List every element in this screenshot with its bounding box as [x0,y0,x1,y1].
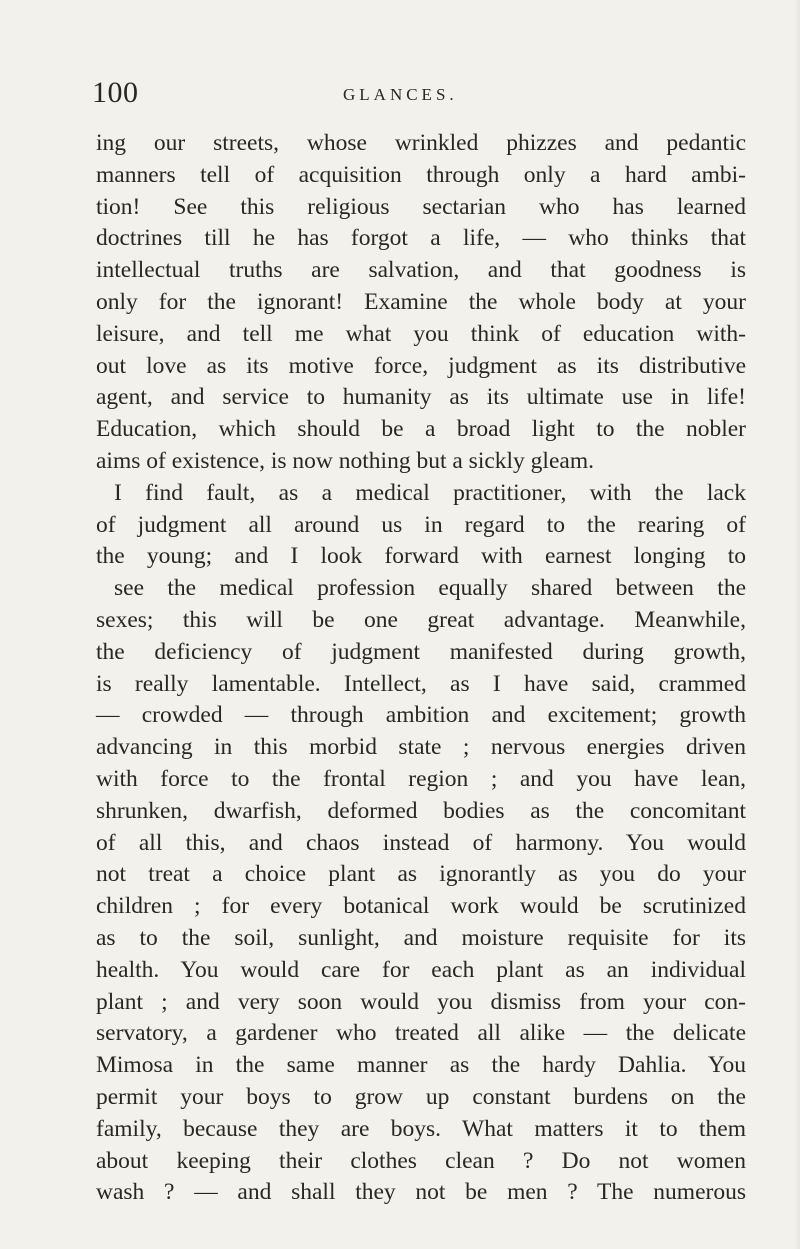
text-line: Mimosa in the same manner as the hardy Dahlia. You [96,1052,746,1079]
text-line: shrunken, dwarfish, deformed bodies as the concomitant [96,797,746,824]
text-line: family, because they are boys. What matters it to them [96,1115,746,1142]
text-line: is really lamentable. Intellect, as I have said, crammed [96,670,746,697]
text-line: — crowded — through ambition and excitement; growth [96,702,746,729]
text-line: advancing in this morbid state ; nervous energies driven [96,734,746,761]
text-line: see the medical profession equally shared between the [114,575,746,602]
text-line: of judgment all around us in regard to the rearing of [96,511,746,538]
text-line: about keeping their clothes clean ? Do not women [96,1147,746,1174]
text-line: aims of existence, is now nothing but a sickly gleam. [96,447,594,474]
text-line: out love as its motive force, judgment as its distributive [96,352,746,379]
text-line: I find fault, as a medical practitioner, with the lack [114,479,746,506]
text-line: of all this, and chaos instead of harmony. You would [96,829,746,856]
body-text [96,128,746,1209]
text-line: agent, and service to humanity as its ultimate use in life! [96,384,746,411]
text-line: manners tell of acquisition through only a hard ambi- [96,161,746,188]
text-line: servatory, a gardener who treated all alike — the delicate [96,1020,746,1047]
text-line: plant ; and very soon would you dismiss from your con- [96,988,746,1015]
text-line: ing our streets, whose wrinkled phizzes and pedantic [96,130,746,156]
text-line: intellectual truths are salvation, and that goodness is [96,257,746,284]
page-number: 100 [92,76,139,109]
page-header [92,76,652,116]
text-line: tion! See this religious sectarian who has learned [96,193,746,220]
text-line: not treat a choice plant as ignorantly as you do your [96,861,746,888]
text-line: permit your boys to grow up constant burdens on the [96,1083,746,1110]
text-line: doctrines till he has forgot a life, — who thinks that [96,225,746,252]
text-line: leisure, and tell me what you think of education with- [96,320,746,347]
text-line: children ; for every botanical work would be scrutinized [96,893,746,920]
page-edge-shadow [794,0,800,1249]
text-line: Education, which should be a broad light to the nobler [96,416,746,443]
text-line: with force to the frontal region ; and you have lean, [96,765,746,792]
text-line: the deficiency of judgment manifested during growth, [96,638,746,665]
text-line: as to the soil, sunlight, and moisture requisite for its [96,924,746,951]
text-line: health. You would care for each plant as an individual [96,956,746,983]
text-line: the young; and I look forward with earnest longing to [96,543,746,570]
text-line: sexes; this will be one great advantage. Meanwhile, [96,606,746,633]
text-line: only for the ignorant! Examine the whole body at your [96,288,746,315]
running-title: GLANCES. [343,85,458,104]
text-line: wash ? — and shall they not be men ? The numerous [96,1179,746,1206]
